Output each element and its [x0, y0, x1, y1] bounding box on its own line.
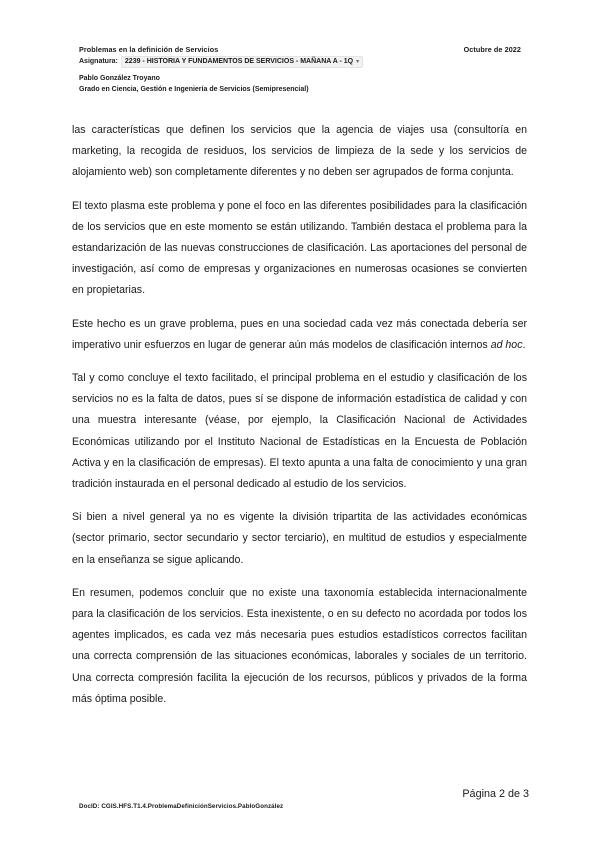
document-date: Octubre de 2022: [463, 45, 521, 54]
course-value: 2239 - HISTORIA Y FUNDAMENTOS DE SERVICIOS - MAÑANA A - 1Q: [124, 58, 354, 65]
degree-name: Grado en Ciencia, Gestión e Ingeniería de Servicios (Semipresencial): [79, 86, 309, 93]
header-course-row: [79, 56, 363, 67]
paragraph-4: Tal y como concluye el texto facilitado, el principal problema en el estudio y clasificación de los servicios no es la falta de datos, pues sí se dispone de información estadística de calidad y con una muestra interesante (véase, por ejemplo, la Clasificación Nacional de Actividades Económicas utilizando por el Instituto Nacional de Estadísticas en la Encuesta de Población Activa y en la clasificación de empresas). El texto apunta a una falta de conocimiento y una gran tradición instaurada en el personal dedicado al estudio de los servicios.: [72, 372, 527, 491]
paragraph-3-text: Este hecho es un grave problema, pues en una sociedad cada vez más conectada debería ser imperativo unir esfuerzos en lugar de generar aún más modelos de clasificación internos: [72, 317, 527, 351]
paragraph-3-end: .: [522, 338, 526, 351]
paragraph-1: las características que definen los servicios que la agencia de viajes usa (consultoría en marketing, la recogida de residuos, los servicios de limpieza de la sede y los servicios de alojamiento web) son completamente diferentes y no deben ser agrupados de forma conjunta.: [72, 124, 527, 179]
paragraph-5: Si bien a nivel general ya no es vigente la división tripartita de las actividades económicas (sector primario, sector secundario y sector terciario), en multitud de estudios y especialmente en la enseñanza se sigue aplicando.: [72, 511, 527, 566]
doc-id: DocID: CGIS.HFS.T1.4.ProblemaDefiniciónServicios.PabloGonzález: [79, 803, 284, 810]
document-body: [72, 120, 527, 722]
subject-title: Problemas en la definición de Servicios: [79, 45, 219, 54]
paragraph-6: En resumen, podemos concluir que no existe una taxonomía establecida internacionalmente para la clasificación de los servicios. Esta inexistente, o en su defecto no acordada por todos los agentes implicados, es cada vez más necesaria pues estudios estadísticos correctos facilitan una correcta comprensión de las situaciones económicas, laborales y sociales de un territorio. Una correcta compresión facilita la ejecución de los recursos, públicos y privados de la forma más óptima posible.: [72, 586, 527, 705]
course-selector[interactable]: [121, 56, 363, 68]
header-top-row: [79, 45, 521, 56]
paragraph-3: [72, 314, 527, 356]
paragraph-3-italic: ad hoc: [490, 338, 523, 351]
author-name: Pablo González Troyano: [79, 75, 160, 82]
page-number: Página 2 de 3: [462, 788, 529, 800]
course-label: Asignatura:: [79, 58, 118, 65]
chevron-down-icon[interactable]: ▾: [356, 59, 360, 65]
paragraph-2: El texto plasma este problema y pone el foco en las diferentes posibilidades para la clasificación de los servicios que en este momento se están utilizando. También destaca el problema para la estandarización de las nuevas construcciones de clasificación. Las aportaciones del personal de investigación, así como de empresas y organizaciones en numerosas ocasiones se convierten en propietarias.: [72, 199, 527, 297]
